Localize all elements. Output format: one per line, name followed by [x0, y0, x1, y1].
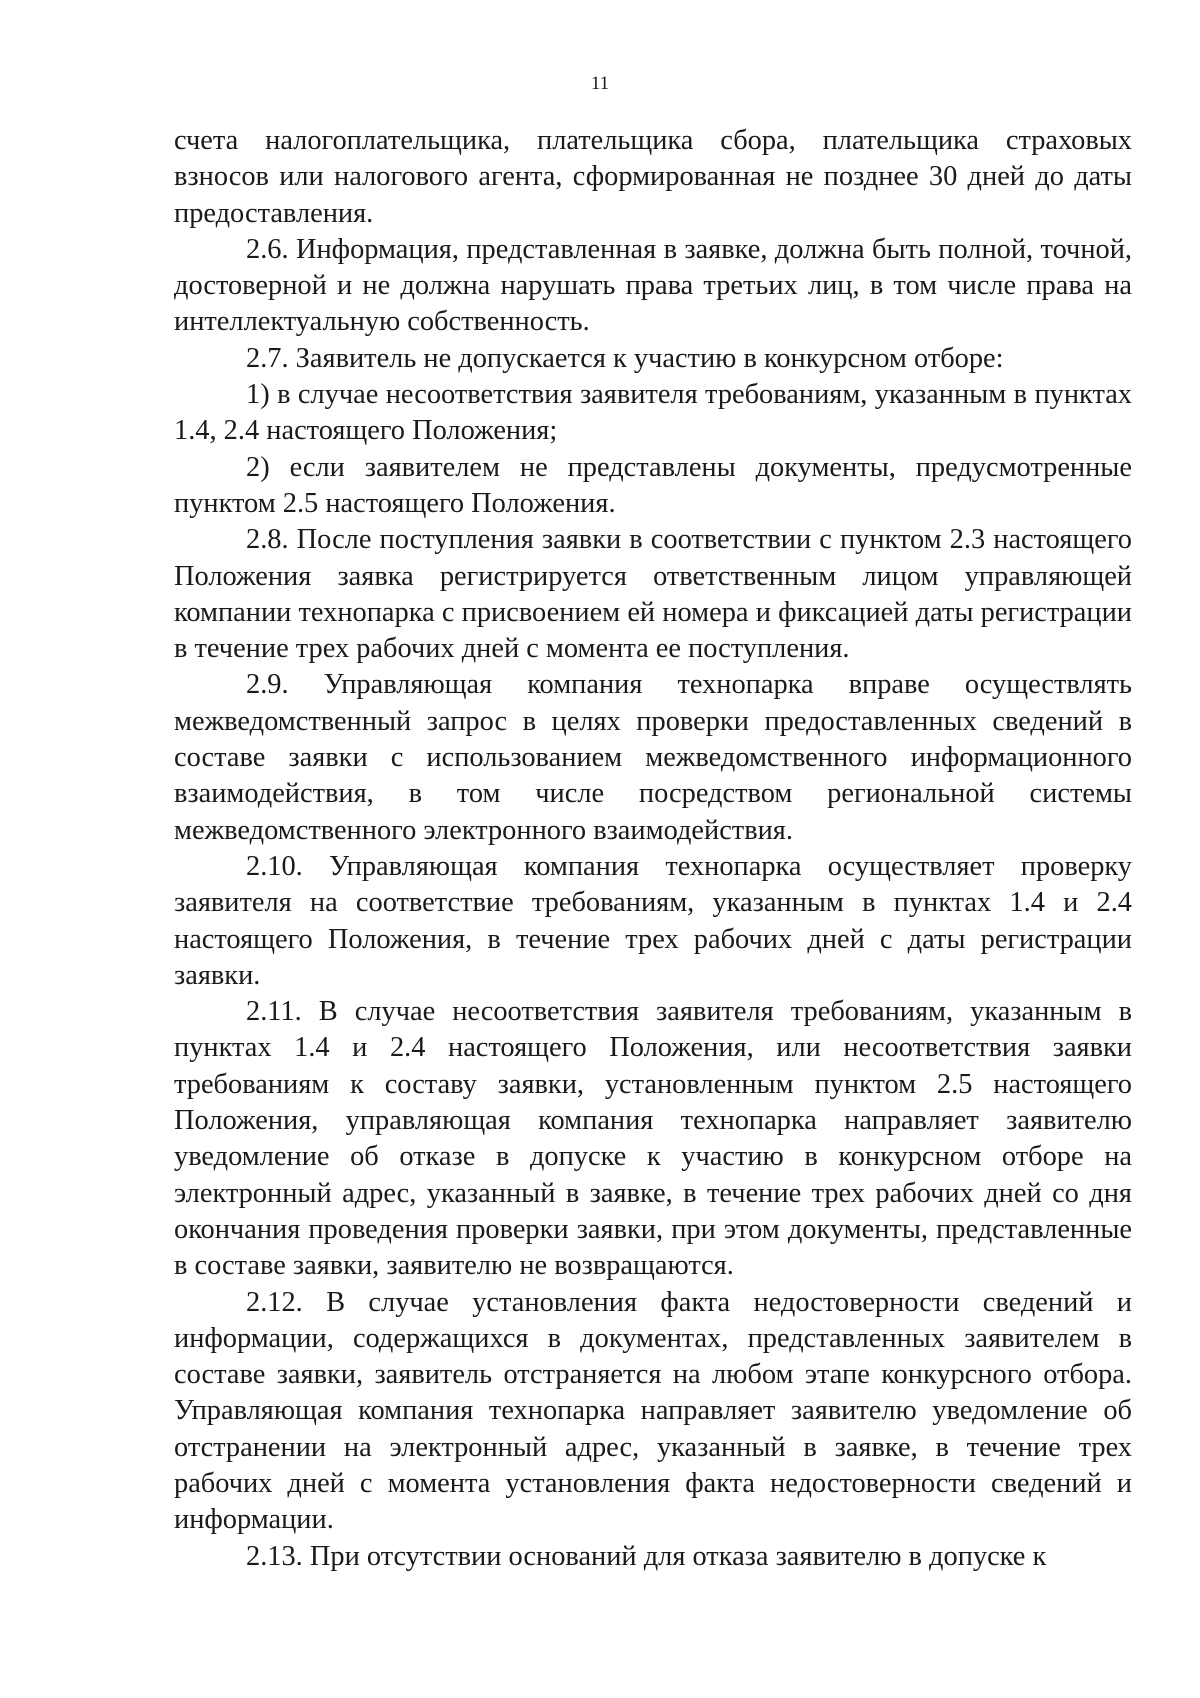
page-number: 11: [590, 73, 610, 94]
paragraph-2-12: 2.12. В случае установления факта недостоверности сведений и информации, содержащихся в документах, представленных заявителем в составе заявки, заявитель отстраняется на любом этапе конкурсного отбора. Управляющая компания технопарка направляет заявителю уведомление об отстранении на электронный адрес, указанный в заявке, в течение трех рабочих дней с момента установления факта недостоверности сведений и информации.: [174, 1286, 1132, 1536]
paragraph-2-11: 2.11. В случае несоответствия заявителя требованиям, указанным в пунктах 1.4 и 2.4 настоящего Положения, или несоответствия заявки требованиям к составу заявки, установленным пунктом 2.5 настоящего Положения, управляющая компания технопарка направляет заявителю уведомление об отказе в допуске к участию в конкурсном отборе на электронный адрес, указанный в заявке, в течение трех рабочих дней со дня окончания проведения проверки заявки, при этом документы, представленные в составе заявки, заявителю не возвращаются.: [174, 996, 1132, 1282]
paragraph-continuation: счета налогоплательщика, плательщика сбора, плательщика страховых взносов или налогового агента, сформированная не позднее 30 дней до даты предоставления.: [174, 125, 1132, 229]
paragraph-2-9: 2.9. Управляющая компания технопарка вправе осуществлять межведомственный запрос в целях проверки предоставленных сведений в составе заявки с использованием межведомственного информационного взаимодействия, в том числе посредством региональной системы межведомственного электронного взаимодействия.: [174, 669, 1132, 846]
document-body: [174, 123, 1132, 1575]
paragraph-2-10: 2.10. Управляющая компания технопарка осуществляет проверку заявителя на соответствие требованиям, указанным в пунктах 1.4 и 2.4 настоящего Положения, в течение трех рабочих дней с даты регистрации заявки.: [174, 850, 1132, 991]
paragraph-2-7-item-1: 1) в случае несоответствия заявителя требованиям, указанным в пунктах 1.4, 2.4 настоящего Положения;: [174, 379, 1132, 447]
paragraph-2-8: 2.8. После поступления заявки в соответствии с пунктом 2.3 настоящего Положения заявка регистрируется ответственным лицом управляющей компании технопарка с присвоением ей номера и фиксацией даты регистрации в течение трех рабочих дней с момента ее поступления.: [174, 524, 1132, 665]
paragraph-2-13: 2.13. При отсутствии оснований для отказа заявителю в допуске к: [246, 1540, 1047, 1572]
paragraph-2-7-item-2: 2) если заявителем не представлены документы, предусмотренные пунктом 2.5 настоящего Положения.: [174, 451, 1132, 519]
paragraph-2-6: 2.6. Информация, представленная в заявке, должна быть полной, точной, достоверной и не должна нарушать права третьих лиц, в том числе права на интеллектуальную собственность.: [174, 233, 1132, 338]
paragraph-2-7: 2.7. Заявитель не допускается к участию в конкурсном отборе:: [246, 342, 1004, 374]
